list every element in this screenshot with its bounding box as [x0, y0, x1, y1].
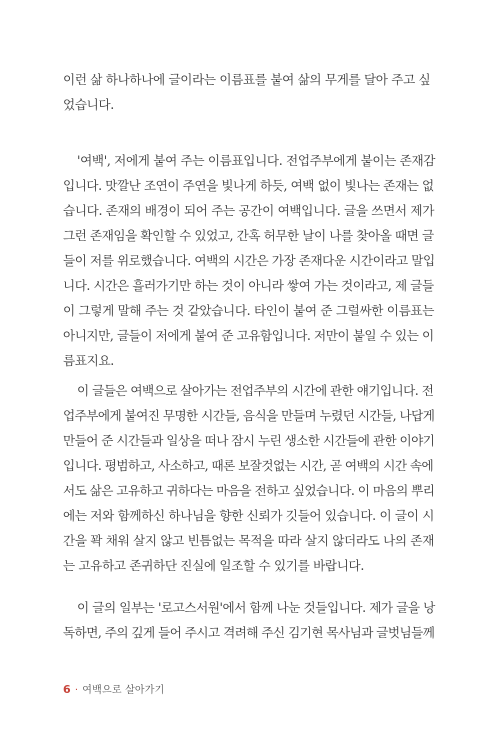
paragraph-line: 름표지요. — [63, 353, 114, 368]
paragraph-line: 간을 꽉 채워 살지 않고 빈틈없는 목적을 따라 살지 않더라도 나의 존재 — [63, 533, 435, 548]
paragraph-line: '여백', 저에게 붙여 주는 이름표입니다. 전업주부에게 붙이는 존재감 — [77, 153, 436, 168]
paragraph-line: 서도 삶은 고유하고 귀하다는 마음을 전하고 싶었습니다. 이 마음의 뿌리 — [63, 483, 435, 498]
book-title: 여백으로 살아가기 — [82, 685, 165, 696]
page-number: 6 — [63, 683, 71, 696]
paragraph-line: 는 고유하고 존귀하단 진실에 일조할 수 있기를 바랍니다. — [63, 558, 364, 573]
paragraph-line: 습니다. 존재의 배경이 되어 주는 공간이 여백입니다. 글을 쓰면서 제가 — [63, 203, 435, 218]
paragraph-line: 이 글들은 여백으로 살아가는 전업주부의 시간에 관한 얘기입니다. 전 — [77, 383, 434, 398]
paragraph-line: 입니다. 평범하고, 사소하고, 때론 보잘것없는 시간, 곧 여백의 시간 속에 — [63, 458, 434, 473]
paragraph-line: 그런 존재임을 확인할 수 있었고, 간혹 허무한 날이 나를 찾아올 때면 글 — [63, 228, 434, 243]
paragraph-3 — [63, 378, 435, 578]
paragraph-4 — [63, 595, 435, 645]
paragraph-line: 니다. 시간은 흘러가기만 하는 것이 아니라 쌓여 가는 것이라고, 제 글들 — [63, 278, 434, 293]
paragraph-line: 이 글의 일부는 '로고스서원'에서 함께 나눈 것들입니다. 제가 글을 낭 — [77, 600, 435, 615]
paragraph-line: 들이 저를 위로했습니다. 여백의 시간은 가장 존재다운 시간이라고 말입 — [63, 253, 435, 268]
paragraph-line: 만들어 준 시간들과 일상을 떠나 잠시 누린 생소한 시간들에 관한 이야기 — [63, 433, 435, 448]
paragraph-1 — [63, 67, 435, 117]
paragraph-line: 아니지만, 글들이 저에게 붙여 준 고유함입니다. 저만이 붙일 수 있는 이 — [63, 328, 434, 343]
page-footer — [63, 681, 165, 696]
paragraph-line: 었습니다. — [63, 97, 114, 112]
paragraph-line: 에는 저와 함께하신 하나님을 향한 신뢰가 깃들어 있습니다. 이 글이 시 — [63, 508, 435, 523]
paragraph-line: 업주부에게 붙여진 무명한 시간들, 음식을 만들며 누렸던 시간들, 나답게 — [63, 408, 435, 423]
paragraph-line: 이런 삶 하나하나에 글이라는 이름표를 붙여 삶의 무게를 달아 주고 싶 — [63, 72, 431, 87]
separator-dot-icon: · — [74, 685, 79, 696]
paragraph-2 — [63, 148, 435, 373]
paragraph-line: 입니다. 맛깔난 조연이 주연을 빛나게 하듯, 여백 없이 빛나는 존재는 없 — [63, 178, 434, 193]
paragraph-line: 이 그렇게 말해 주는 것 같았습니다. 타인이 붙여 준 그럴싸한 이름표는 — [63, 303, 435, 318]
paragraph-line: 독하면, 주의 깊게 들어 주시고 격려해 주신 김기현 목사님과 글벗님들께 — [63, 625, 435, 640]
